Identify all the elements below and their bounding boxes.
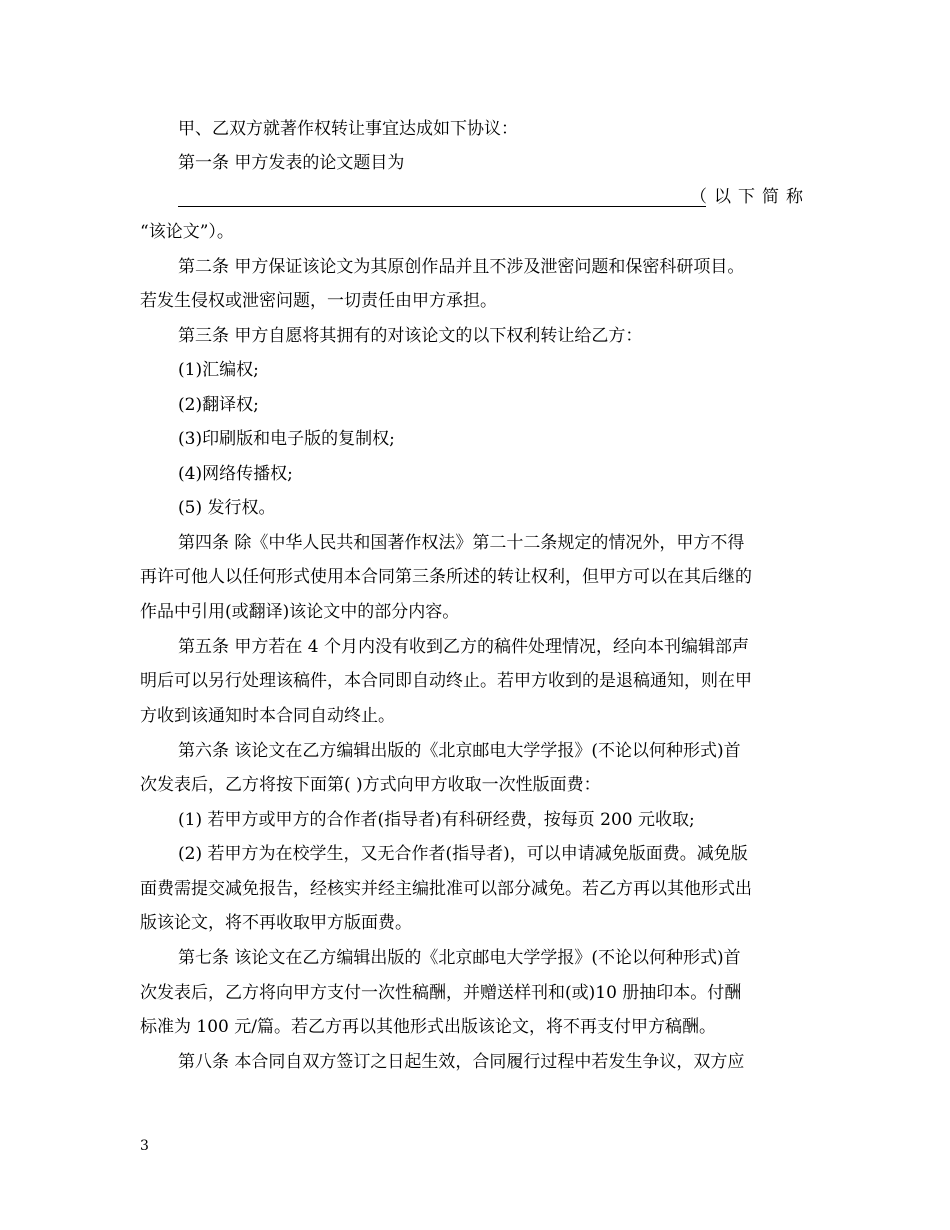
- article-2-line-1: 第二条 甲方保证该论文为其原创作品并且不涉及泄密问题和保密科研项目。: [178, 257, 745, 277]
- article-2-line-2: 若发生侵权或泄密问题，一切责任由甲方承担。: [140, 291, 497, 311]
- right-item-3: (3)印刷版和电子版的复制权;: [178, 429, 395, 449]
- article-6-line-2: 次发表后，乙方将按下面第( )方式向甲方收取一次性版面费：: [140, 775, 601, 795]
- article-1-abbrev-note: （以下简称: [690, 187, 810, 207]
- article-5-line-1: 第五条 甲方若在 4 个月内没有收到乙方的稿件处理情况，经向本刊编辑部声: [178, 637, 750, 657]
- article-4-line-2: 再许可他人以任何形式使用本合同第三条所述的转让权利，但甲方可以在其后继的: [140, 567, 752, 587]
- right-item-2: (2)翻译权;: [178, 395, 259, 415]
- article-5-line-3: 方收到该通知时本合同自动终止。: [140, 706, 395, 726]
- article-6-line-1: 第六条 该论文在乙方编辑出版的《北京邮电大学学报》(不论以何种形式)首: [178, 741, 741, 761]
- article-7-line-1: 第七条 该论文在乙方编辑出版的《北京邮电大学学报》(不论以何种形式)首: [178, 948, 741, 968]
- article-1-line-1: 第一条 甲方发表的论文题目为: [178, 153, 405, 173]
- article-8-line-1: 第八条 本合同自双方签订之日起生效，合同履行过程中若发生争议，双方应: [178, 1052, 745, 1072]
- fee-option-2-line-3: 版该论文，将不再收取甲方版面费。: [140, 913, 412, 933]
- fee-option-2-line-2: 面费需提交减免报告，经核实并经主编批准可以部分减免。若乙方再以其他形式出: [140, 879, 752, 899]
- article-4-line-1: 第四条 除《中华人民共和国著作权法》第二十二条规定的情况外，甲方不得: [178, 533, 745, 553]
- fee-option-1: (1) 若甲方或甲方的合作者(指导者)有科研经费，按每页 200 元收取;: [178, 810, 695, 830]
- right-item-5: (5) 发行权。: [178, 498, 276, 518]
- title-blank-line: [178, 206, 706, 207]
- article-7-line-3: 标准为 100 元/篇。若乙方再以其他形式出版该论文，将不再支付甲方稿酬。: [140, 1017, 716, 1037]
- article-3-line-1: 第三条 甲方自愿将其拥有的对该论文的以下权利转让给乙方：: [178, 326, 643, 346]
- agreement-intro: 甲、乙双方就著作权转让事宜达成如下协议：: [178, 119, 518, 139]
- article-7-line-2: 次发表后，乙方将向甲方支付一次性稿酬，并赠送样刊和(或)10 册抽印本。付酬: [140, 983, 742, 1003]
- right-item-1: (1)汇编权;: [178, 360, 259, 380]
- article-4-line-3: 作品中引用(或翻译)该论文中的部分内容。: [140, 602, 460, 622]
- page-number: 3: [140, 1138, 149, 1154]
- article-5-line-2: 明后可以另行处理该稿件，本合同即自动终止。若甲方收到的是退稿通知，则在甲: [140, 671, 752, 691]
- article-1-line-2: “该论文”）。: [140, 222, 234, 242]
- fee-option-2-line-1: (2) 若甲方为在校学生，又无合作者(指导者)，可以申请减免版面费。减免版: [178, 844, 748, 864]
- right-item-4: (4)网络传播权;: [178, 464, 293, 484]
